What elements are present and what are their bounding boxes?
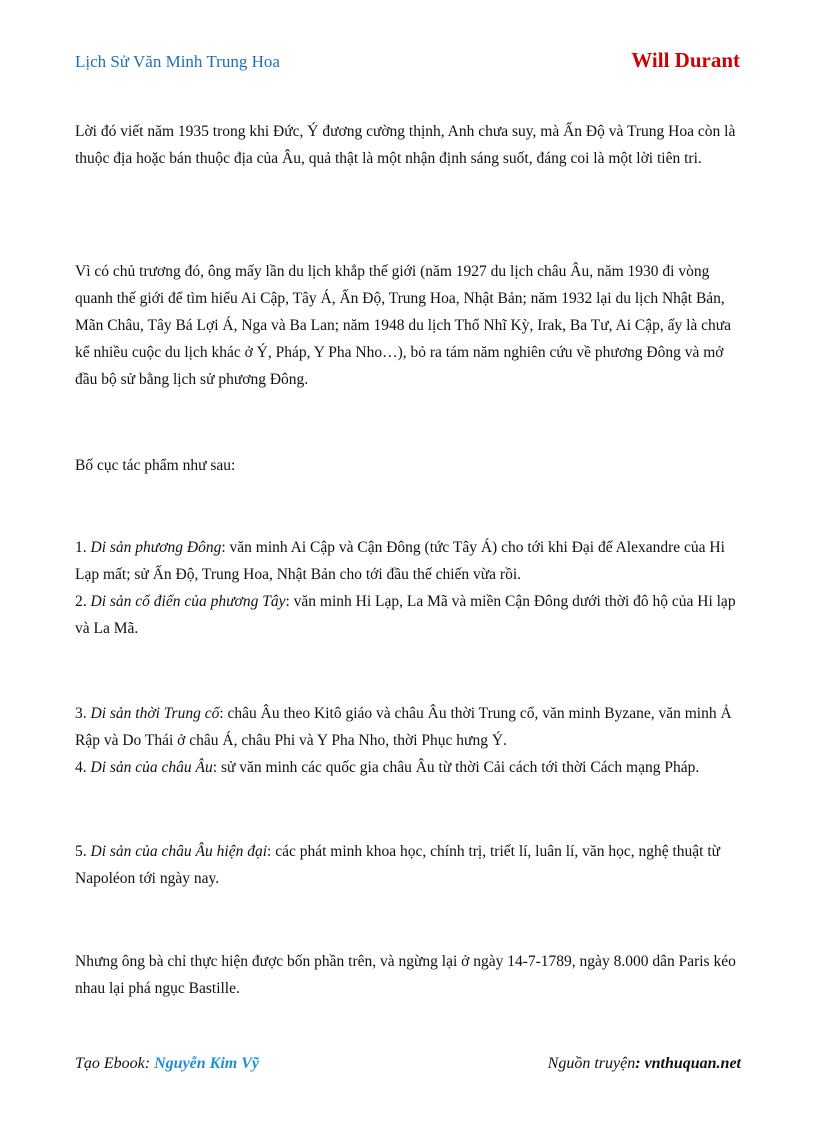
list-group-3 [75, 838, 743, 892]
list-text: : sử văn minh các quốc gia châu Âu từ thời Cải cách tới thời Cách mạng Pháp. [212, 759, 700, 776]
paragraph-final: Nhưng ông bà chỉ thực hiện được bốn phần trên, và ngừng lại ở ngày 14-7-1789, ngày 8.000 dân Paris kéo nhau lại phá ngục Bastille. [75, 953, 736, 997]
list-group-2 [75, 700, 743, 781]
list-item-3 [75, 700, 743, 754]
footer-ebook-label: Tạo Ebook [75, 1055, 145, 1072]
list-item-4 [75, 754, 743, 781]
footer-source-label: Nguồn truyện [547, 1055, 636, 1072]
footer-source-sep: : [635, 1055, 645, 1072]
footer-sep: : [144, 1055, 155, 1072]
list-title: Di sản thời Trung cổ [90, 705, 220, 722]
list-num: 2. [75, 593, 91, 610]
list-text: : văn minh Hi Lạp, La Mã và miền Cận Đông dưới thời đô hộ của Hi lạp và La Mã. [75, 593, 736, 637]
list-num: 1. [75, 539, 91, 556]
list-num: 3. [75, 705, 91, 722]
header-title: Lịch Sử Văn Minh Trung Hoa [75, 52, 280, 71]
list-text: : châu Âu theo Kitô giáo và châu Âu thời Trung cổ, văn minh Byzane, văn minh Ả Rập và Do Thái ở châu Á, châu Phi và Y Pha Nho, thời Phục hưng Ý. [75, 705, 732, 749]
list-title: Di sản của châu Âu [90, 759, 213, 776]
list-title: Di sản phương Đông [90, 539, 222, 556]
paragraph-2: Vì có chủ trương đó, ông mấy lần du lịch khắp thế giới (năm 1927 du lịch châu Âu, năm 1930 đi vòng quanh thế giới để tìm hiểu Ai Cập, Tây Á, Ấn Độ, Trung Hoa, Nhật Bản; năm 1932 lại du lịch Nhật Bản, Mãn Châu, Tây Bá Lợi Á, Nga và Ba Lan; năm 1948 du lịch Thổ Nhĩ Kỳ, Irak, Ba Tư, Ai Cập, ấy là chưa kể nhiều cuộc du lịch khác ở Ý, Pháp, Y Pha Nho…), bỏ ra tám năm nghiên cứu về phương Đông và mở đầu bộ sử bằng lịch sử phương Đông. [75, 263, 732, 388]
list-num: 5. [75, 843, 91, 860]
list-group-1 [75, 534, 743, 642]
list-title: Di sản của châu Âu hiện đại [90, 843, 268, 860]
list-title: Di sản cổ điển của phương Tây [90, 593, 286, 610]
list-text: : văn minh Ai Cập và Cận Đông (tức Tây Á) cho tới khi Đại đế Alexandre của Hi Lạp mất; sử Ấn Độ, Trung Hoa, Nhật Bản cho tới đầu thế chiến vừa rồi. [75, 539, 725, 583]
paragraph-1: Lời đó viết năm 1935 trong khi Đức, Ý đương cường thịnh, Anh chưa suy, mà Ấn Độ và Trung Hoa còn là thuộc địa hoặc bán thuộc địa của Âu, quả thật là một nhận định sáng suốt, đáng coi là một lời tiên tri. [75, 123, 736, 167]
paragraph-3: Bố cục tác phẩm như sau: [75, 457, 236, 474]
footer-source-site[interactable]: vnthuquan.net [644, 1055, 741, 1072]
list-text: : các phát minh khoa học, chính trị, triết lí, luân lí, văn học, nghệ thuật từ Napoléon tới ngày nay. [75, 843, 721, 887]
list-num: 4. [75, 759, 91, 776]
list-item-2 [75, 588, 743, 642]
header-author: Will Durant [631, 48, 740, 72]
footer-ebook-name[interactable]: Nguyễn Kim Vỹ [154, 1055, 259, 1072]
list-item-1 [75, 534, 743, 588]
footer-source [548, 1055, 741, 1073]
list-item-5 [75, 838, 743, 892]
footer-ebook [75, 1055, 259, 1073]
